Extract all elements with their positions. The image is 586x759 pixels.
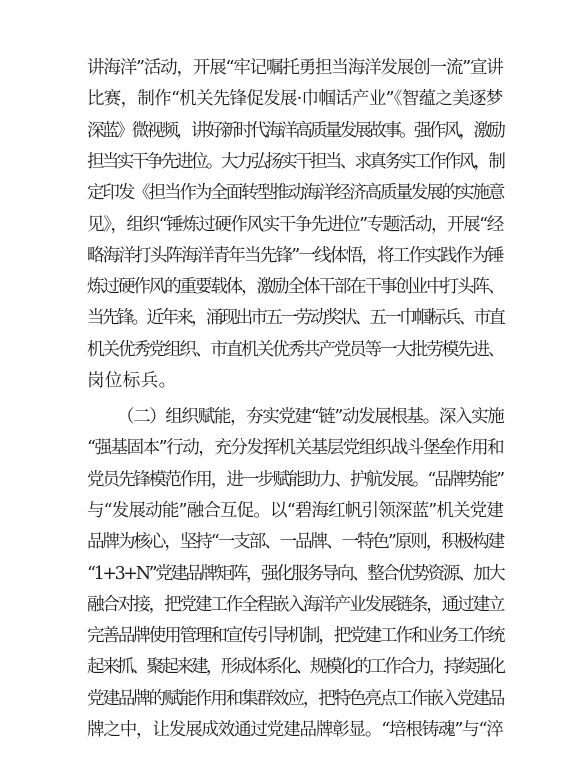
text-line: 机关优秀党组织、市直机关优秀共产党员等一大批劳模先进、 (87, 340, 504, 360)
text-line: 牌之中，让发展成效通过党建品牌彰显。“培根铸魂”与“淬 (87, 720, 503, 740)
text-line: 炼过硬作风的重要载体，激励全体干部在干事创业中打头阵、 (87, 277, 504, 297)
text-line: 党建品牌的赋能作用和集群效应，把特色亮点工作嵌入党建品 (87, 689, 504, 709)
text-line: 见》，组织“锤炼过硬作风实干争先进位”专题活动，开展“经 (87, 215, 503, 235)
text-line: 担当实干争先进位。大力弘扬实干担当、求真务实工作作风，制 (87, 152, 504, 172)
text-line: 讲海洋”活动，开展“牢记嘱托勇担当海洋发展创一流”宣讲 (87, 58, 503, 78)
text-line: 略海洋打头阵海洋青年当先锋”一线体悟，将工作实践作为锤 (87, 246, 503, 266)
text-line: 岗位标兵。 (87, 371, 177, 391)
text-line: 与“发展动能”融合互促。以“碧海红帆引领深蓝”机关党建 (87, 501, 504, 521)
text-line: 起来抓、聚起来建，形成体系化、规模化的工作合力，持续强化 (87, 657, 504, 677)
text-line: 定印发《担当作为全面转型推动海洋经济高质量发展的实施意 (87, 183, 504, 203)
text-line: 品牌为核心，坚持“一支部、一品牌、一特色”原则，积极构建 (87, 532, 504, 552)
text-line: 当先锋。近年来，涌现出市五一劳动奖状、五一巾帼标兵、市直 (87, 308, 504, 328)
text-line: 完善品牌使用管理和宣传引导机制，把党建工作和业务工作统 (87, 626, 504, 646)
text-line: “1+3+N”党建品牌矩阵，强化服务导向、整合优势资源、加大 (87, 564, 504, 584)
text-line: 比赛，制作“机关先锋促发展·巾帼话产业”《智蕴之美逐梦 (87, 89, 503, 109)
text-line: 融合对接，把党建工作全程嵌入海洋产业发展链条，通过建立 (87, 595, 504, 615)
text-line: 党员先锋模范作用，进一步赋能助力、护航发展。“品牌势能” (87, 470, 504, 490)
text-line: “强基固本”行动，充分发挥机关基层党组织战斗堡垒作用和 (87, 438, 504, 458)
text-line: 深蓝》微视频，讲好新时代海洋高质量发展故事。强作风，激励 (87, 121, 504, 141)
section-heading-line: （二）组织赋能，夯实党建“链”动发展根基。深入实施 (117, 407, 504, 427)
